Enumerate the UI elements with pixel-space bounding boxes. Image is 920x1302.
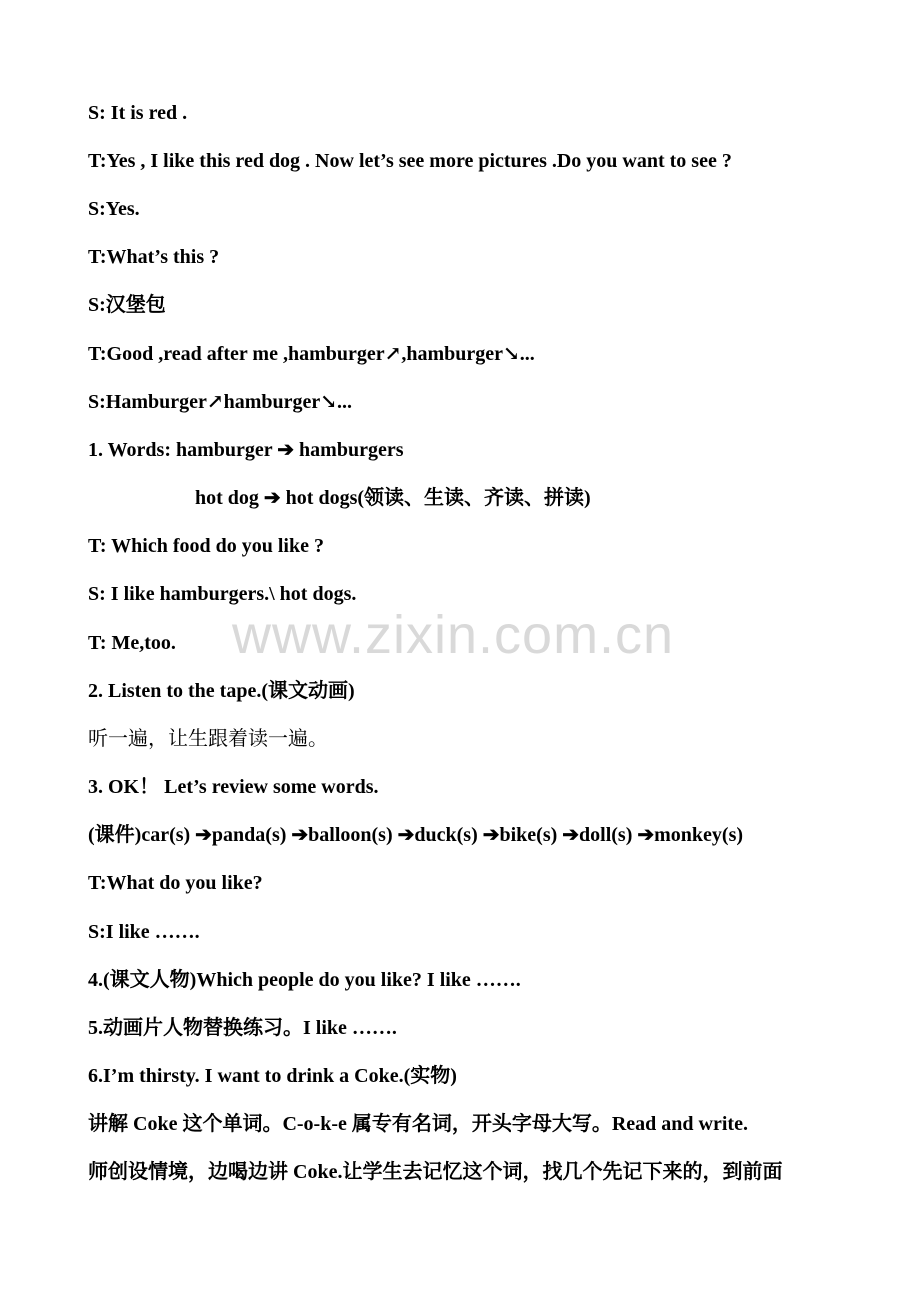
dialogue-line: S: I like hamburgers.\ hot dogs. <box>88 583 357 605</box>
instruction-line: 讲解 Coke 这个单词。C-o-k-e 属专有名词，开头字母大写。Read and write. <box>88 1113 748 1135</box>
numbered-step: 4.(课文人物)Which people do you like? I like ……. <box>88 969 521 991</box>
watermark-text: www.zixin.com.cn <box>232 605 675 665</box>
dialogue-line: S: It is red . <box>88 102 188 124</box>
word-sequence-line: (课件)car(s) ➔panda(s) ➔balloon(s) ➔duck(s) ➔bike(s) ➔doll(s) ➔monkey(s) <box>88 824 744 846</box>
dialogue-line: S:Hamburger↗hamburger↘... <box>88 391 353 413</box>
dialogue-line: T:What do you like? <box>88 872 263 894</box>
numbered-step: 5.动画片人物替换练习。I like ……. <box>88 1017 397 1039</box>
dialogue-line: S:汉堡包 <box>88 294 166 316</box>
instruction-line: 听一遍，让生跟着读一遍。 <box>88 728 328 750</box>
dialogue-line: T:Good ,read after me ,hamburger↗,hamburger↘... <box>88 343 535 365</box>
numbered-step: 3. OK！ Let’s review some words. <box>88 776 379 798</box>
numbered-step: 1. Words: hamburger ➔ hamburgers <box>88 439 404 461</box>
dialogue-line: S:Yes. <box>88 198 140 220</box>
dialogue-line: T:What’s this ? <box>88 246 220 268</box>
dialogue-line: S:I like ……. <box>88 921 200 943</box>
numbered-step: 2. Listen to the tape.(课文动画) <box>88 680 355 702</box>
dialogue-line: T: Me,too. <box>88 632 176 654</box>
indented-word-line: hot dog ➔ hot dogs(领读、生读、齐读、拼读) <box>195 487 591 509</box>
instruction-line: 师创设情境，边喝边讲 Coke.让学生去记忆这个词，找几个先记下来的，到前面 <box>88 1161 783 1183</box>
dialogue-line: T: Which food do you like ? <box>88 535 324 557</box>
dialogue-line: T:Yes , I like this red dog . Now let’s see more pictures .Do you want to see ? <box>88 150 732 172</box>
numbered-step: 6.I’m thirsty. I want to drink a Coke.(实物) <box>88 1065 457 1087</box>
